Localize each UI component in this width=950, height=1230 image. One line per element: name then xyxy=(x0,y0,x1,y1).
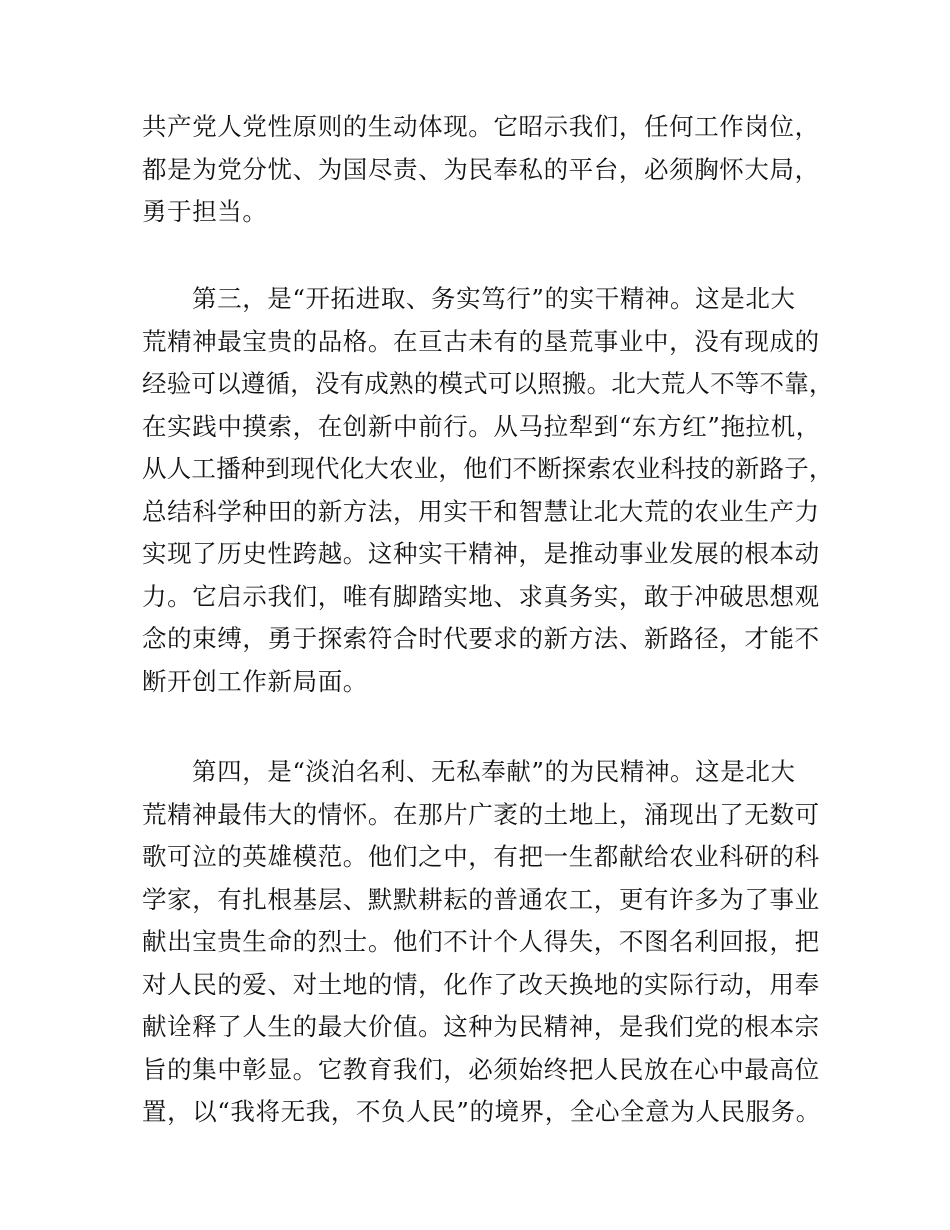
paragraph-line: 在实践中摸索，在创新中前行。从马拉犁到“东方红”拖拉机， xyxy=(142,411,821,441)
paragraph-line: 献出宝贵生命的烈士。他们不计个人得失，不图名利回报，把 xyxy=(142,927,820,956)
paragraph-line: 学家，有扎根基层、默默耕耘的普通农工，更有许多为了事业 xyxy=(142,884,820,914)
paragraph-line: 献诠释了人生的最大价值。这种为民精神，是我们党的根本宗 xyxy=(142,1012,820,1041)
paragraph-line: 荒精神最宝贵的品格。在亘古未有的垦荒事业中，没有现成的 xyxy=(142,326,820,356)
paragraph-line: 从人工播种到现代化大农业，他们不断探索农业科技的新路子， xyxy=(142,454,834,483)
paragraph-line: 对人民的爱、对土地的情，化作了改天换地的实际行动，用奉 xyxy=(142,969,820,999)
paragraph-line: 都是为党分忧、为国尽责、为民奉私的平台，必须胸怀大局， xyxy=(142,154,820,184)
paragraph-line: 第四，是“淡泊名利、无私奉献”的为民精神。这是北大 xyxy=(192,757,796,786)
paragraph-1 xyxy=(142,106,826,234)
paragraph-line: 置，以“我将无我，不负人民”的境界，全心全意为人民服务。 xyxy=(142,1097,821,1126)
paragraph-line: 断开创工作新局面。 xyxy=(142,666,368,696)
paragraph-line: 总结科学种田的新方法，用实干和智慧让北大荒的农业生产力 xyxy=(142,496,820,526)
paragraph-line: 荒精神最伟大的情怀。在那片广袤的土地上，涌现出了无数可 xyxy=(142,799,820,829)
paragraph-line: 旨的集中彰显。它教育我们，必须始终把人民放在心中最高位 xyxy=(142,1054,820,1084)
paragraph-3 xyxy=(142,751,826,1134)
paragraph-line: 歌可泣的英雄模范。他们之中，有把一生都献给农业科研的科 xyxy=(142,842,820,871)
paragraph-line: 实现了历史性跨越。这种实干精神，是推动事业发展的根本动 xyxy=(142,539,820,568)
paragraph-line: 共产党人党性原则的生动体现。它昭示我们，任何工作岗位， xyxy=(142,112,820,141)
paragraph-line: 念的束缚，勇于探索符合时代要求的新方法、新路径，才能不 xyxy=(142,624,820,653)
paragraph-line: 经验可以遵循，没有成熟的模式可以照搬。北大荒人不等不靠， xyxy=(142,369,834,398)
paragraph-line: 勇于担当。 xyxy=(142,197,268,226)
paragraph-2 xyxy=(142,278,834,703)
paragraph-line: 力。它启示我们，唯有脚踏实地、求真务实，敢于冲破思想观 xyxy=(142,581,820,611)
paragraph-line: 第三，是“开拓进取、务实笃行”的实干精神。这是北大 xyxy=(192,284,796,313)
